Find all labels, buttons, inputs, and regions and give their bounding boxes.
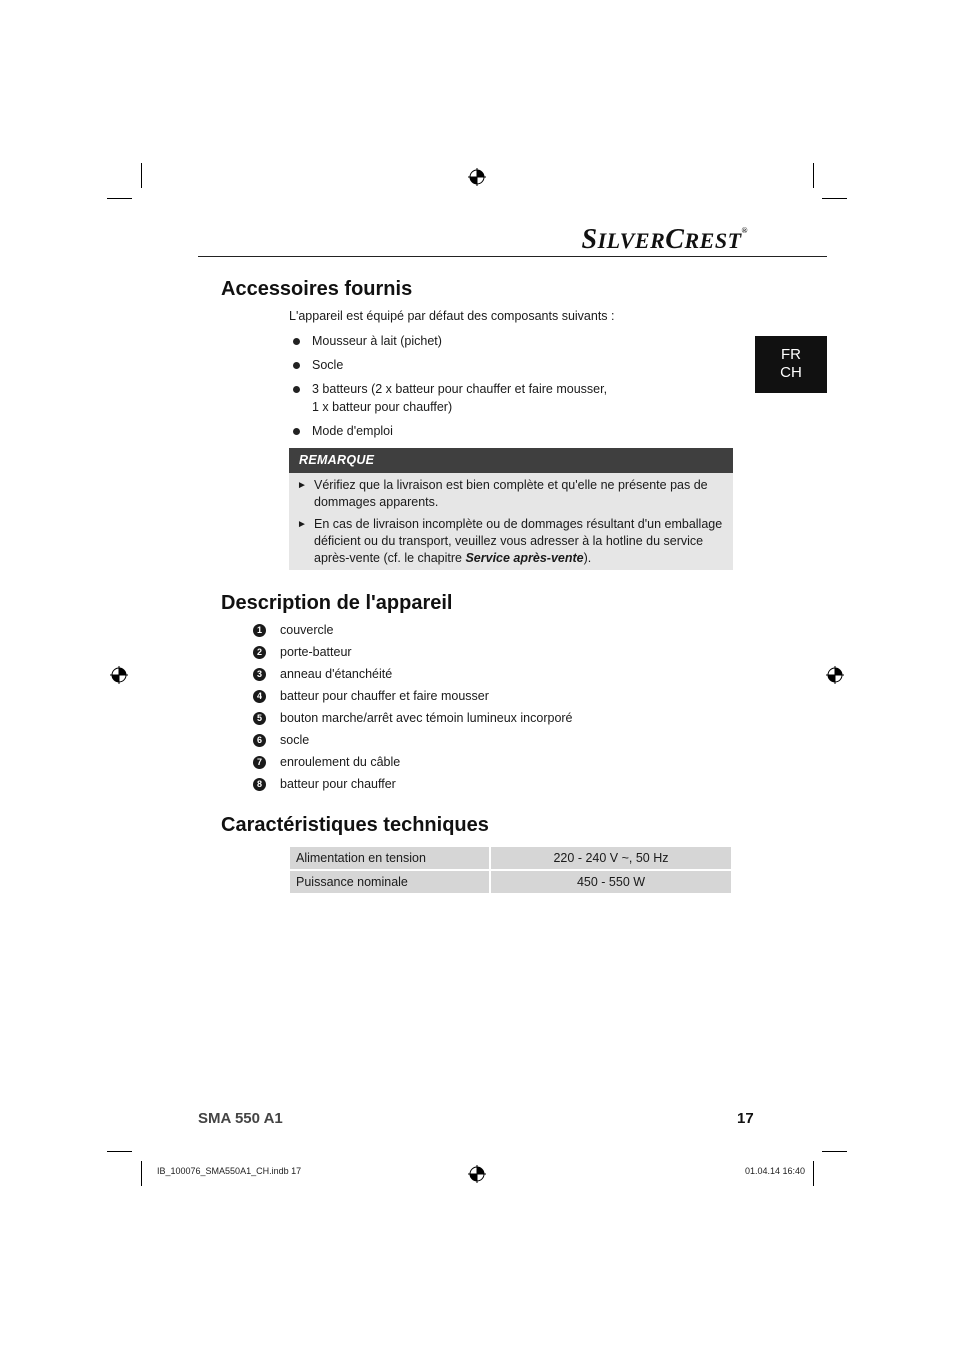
list-item: Socle — [293, 356, 343, 374]
slug-file-info: IB_100076_SMA550A1_CH.indb 17 — [157, 1166, 302, 1176]
crop-mark — [141, 1161, 142, 1186]
list-item: 7 enroulement du câble — [253, 753, 573, 775]
section-title-accessories: Accessoires fournis — [221, 278, 413, 300]
list-item: 1 couvercle — [253, 621, 573, 643]
number-badge: 7 — [253, 756, 266, 769]
crop-mark — [822, 1151, 847, 1152]
note-item: ► Vérifiez que la livraison est bien complète et qu'elle ne présente pas de dommages apparents. — [297, 478, 708, 509]
footer-model: SMA 550 A1 — [198, 1110, 283, 1127]
number-badge: 3 — [253, 668, 266, 681]
accessories-list — [293, 380, 607, 416]
number-badge: 6 — [253, 734, 266, 747]
number-badge: 4 — [253, 690, 266, 703]
language-tab — [755, 336, 827, 393]
registration-mark-icon — [468, 1165, 486, 1183]
section-title-description: Description de l'appareil — [221, 592, 453, 614]
registration-mark-icon — [110, 666, 128, 684]
accessories-intro: L'appareil est équipé par défaut des composants suivants : — [289, 309, 615, 323]
list-item: 4 batteur pour chauffer et faire mousser — [253, 687, 573, 709]
table-row — [290, 847, 731, 869]
number-badge: 2 — [253, 646, 266, 659]
list-item: 3 batteurs (2 x batteur pour chauffer et faire mousser, 1 x batteur pour chauffer) — [293, 380, 607, 416]
spec-key: Puissance nominale — [290, 871, 489, 893]
parts-list — [253, 621, 573, 797]
note-item: ► En cas de livraison incomplète ou de dommages résultant d'un emballage déficient ou du transport, veuillez vous adresser à la hotline du service après-vente (cf. le chapitre Service après-vente). — [297, 517, 723, 565]
crop-mark — [107, 1151, 132, 1152]
crop-mark — [107, 198, 132, 199]
list-item: 3 anneau d'étanchéité — [253, 665, 573, 687]
list-item: Mode d'emploi — [293, 422, 393, 440]
brand-logo: SILVERCREST® — [581, 224, 748, 255]
language-code-fr: FR — [781, 346, 801, 363]
table-row — [290, 871, 731, 893]
slug-date-info: 01.04.14 16:40 — [744, 1166, 805, 1176]
header-rule — [198, 256, 827, 257]
spec-value: 220 - 240 V ~, 50 Hz — [491, 847, 731, 869]
note-title: REMARQUE — [289, 448, 733, 473]
arrow-right-icon: ► — [297, 519, 307, 530]
spec-key: Alimentation en tension — [290, 847, 489, 869]
list-item: 8 batteur pour chauffer — [253, 775, 573, 797]
registration-mark-icon — [468, 168, 486, 186]
spec-value: 450 - 550 W — [491, 871, 731, 893]
registration-mark-icon — [826, 666, 844, 684]
specs-table — [288, 845, 733, 895]
accessories-list — [293, 332, 442, 350]
arrow-right-icon: ► — [297, 480, 307, 491]
list-item: 6 socle — [253, 731, 573, 753]
list-item: Mousseur à lait (pichet) — [293, 332, 442, 350]
accessories-list — [293, 356, 343, 374]
section-title-specs: Caractéristiques techniques — [221, 814, 489, 836]
language-code-ch: CH — [780, 364, 802, 381]
number-badge: 5 — [253, 712, 266, 725]
crop-mark — [813, 163, 814, 188]
crop-mark — [813, 1161, 814, 1186]
accessories-list — [293, 422, 393, 440]
crop-mark — [822, 198, 847, 199]
page-number: 17 — [737, 1110, 754, 1127]
number-badge: 8 — [253, 778, 266, 791]
list-item: 5 bouton marche/arrêt avec témoin lumineux incorporé — [253, 709, 573, 731]
crop-mark — [141, 163, 142, 188]
note-box — [289, 448, 733, 570]
list-item: 2 porte-batteur — [253, 643, 573, 665]
number-badge: 1 — [253, 624, 266, 637]
